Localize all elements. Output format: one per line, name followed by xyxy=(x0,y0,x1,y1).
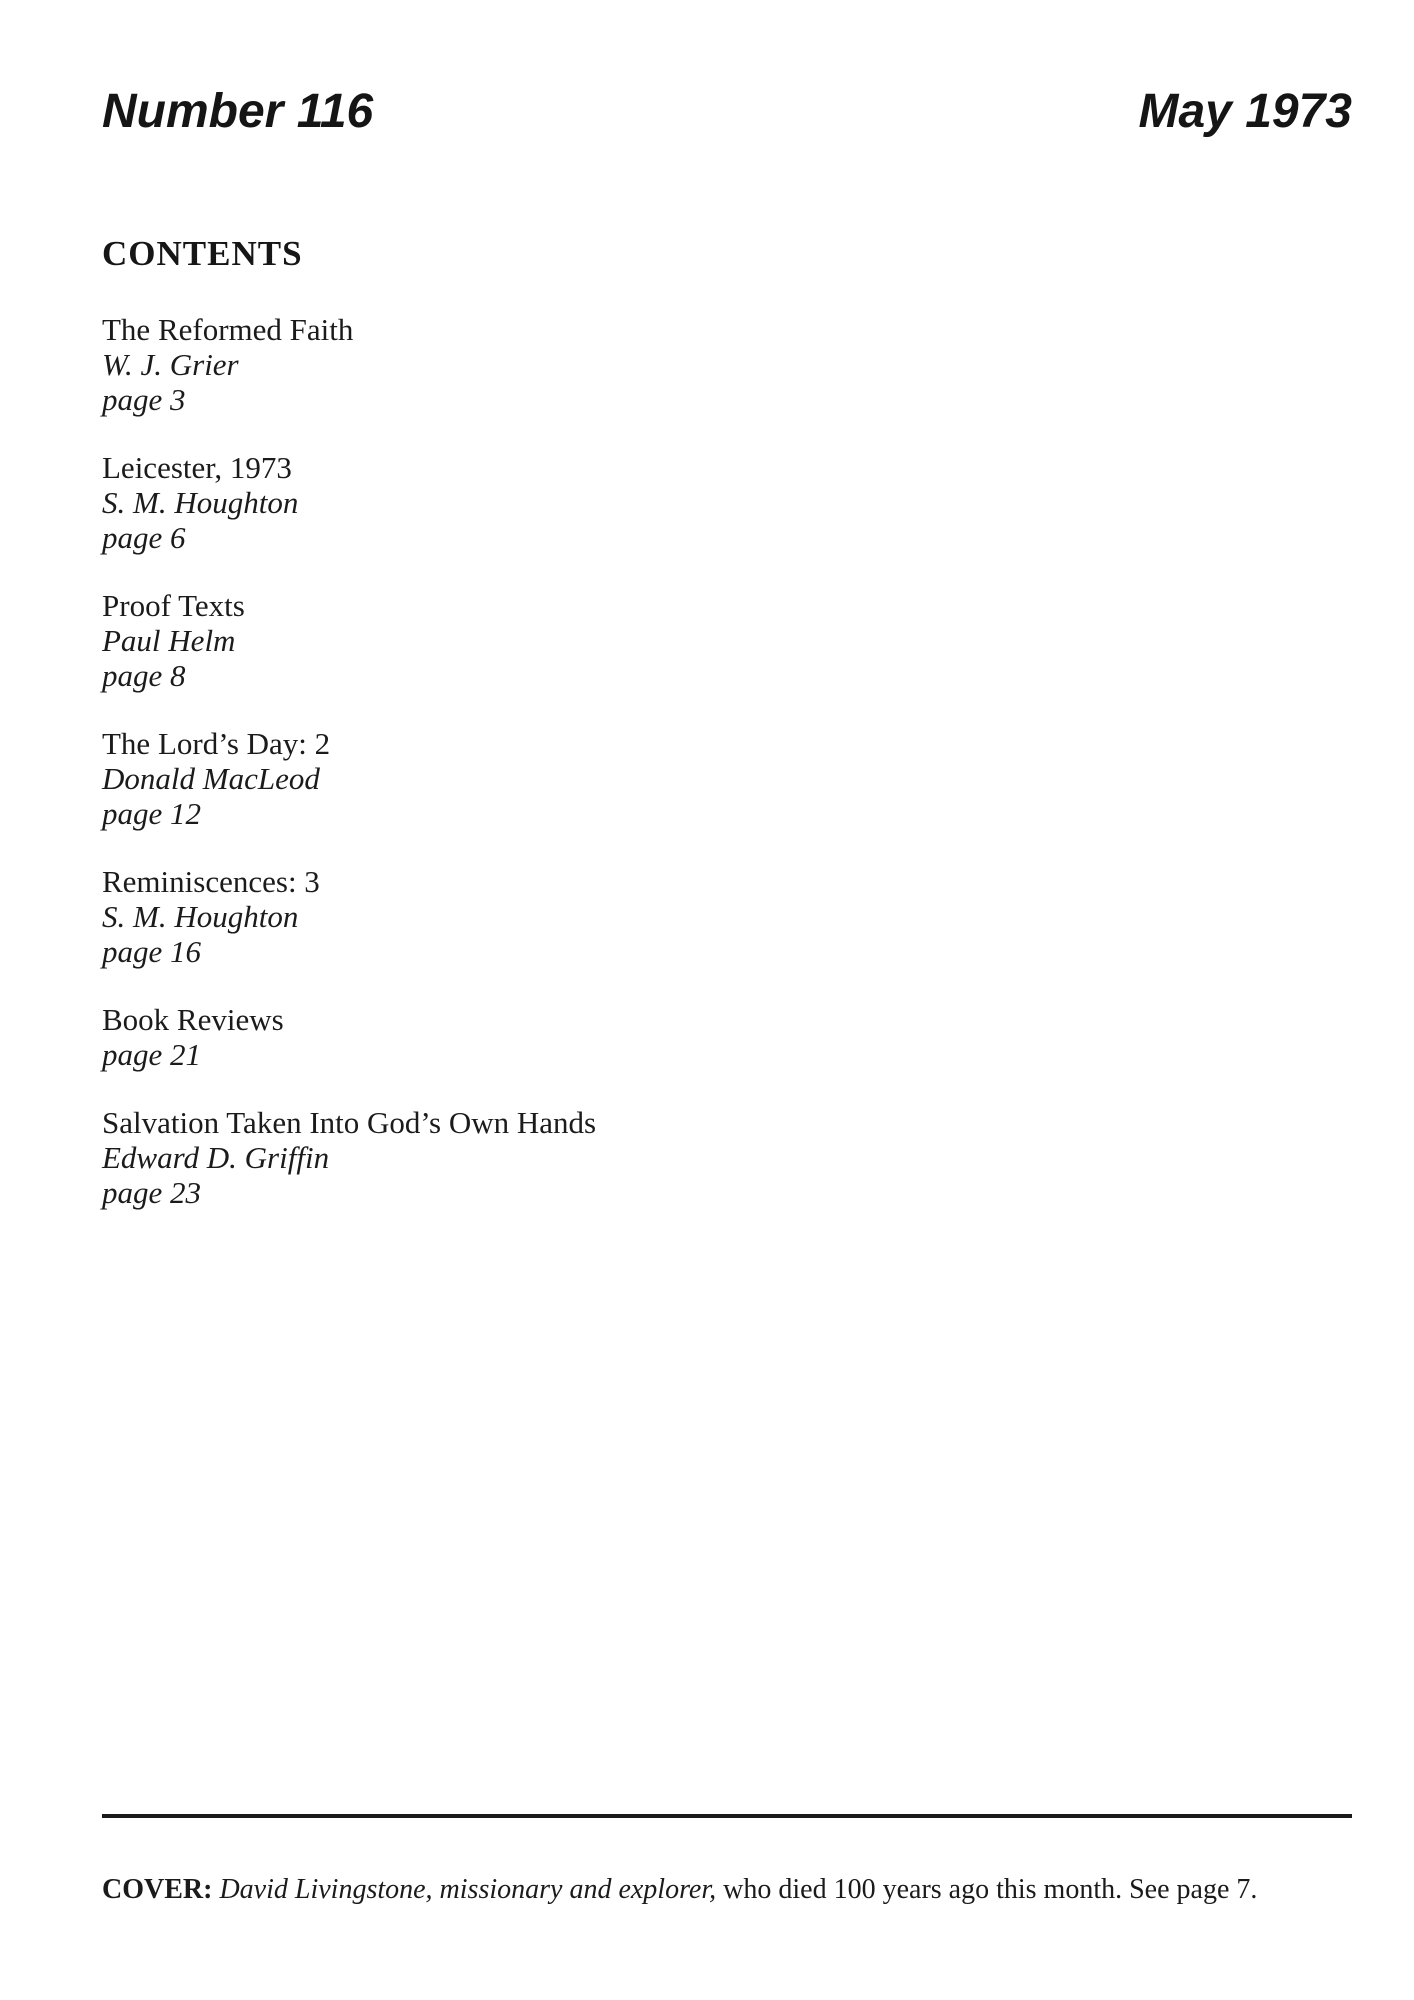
issue-date: May 1973 xyxy=(1138,85,1352,138)
entry-page: page 3 xyxy=(102,382,186,417)
entry-author: S. M. Houghton xyxy=(102,485,299,520)
entry-title: Book Reviews xyxy=(102,1002,284,1037)
contents-entry xyxy=(102,1002,1414,1072)
issue-number: Number 116 xyxy=(102,85,374,138)
cover-note xyxy=(102,1873,1352,1907)
entry-title: The Lord’s Day: 2 xyxy=(102,726,331,761)
entry-page: page 21 xyxy=(102,1037,202,1072)
masthead xyxy=(102,85,1352,138)
cover-label: COVER: xyxy=(102,1874,213,1905)
entry-page: page 16 xyxy=(102,934,202,969)
contents-entry xyxy=(102,450,1414,555)
entry-page: page 12 xyxy=(102,796,202,831)
entry-title: The Reformed Faith xyxy=(102,312,354,347)
entry-author: Edward D. Griffin xyxy=(102,1140,330,1175)
entry-page: page 23 xyxy=(102,1175,202,1210)
entry-page: page 8 xyxy=(102,658,186,693)
entry-title: Leicester, 1973 xyxy=(102,450,292,485)
entry-title: Proof Texts xyxy=(102,588,245,623)
cover-description-italic: David Livingstone, missionary and explorer, xyxy=(219,1874,717,1905)
entry-author: W. J. Grier xyxy=(102,347,239,382)
entry-title: Reminiscences: 3 xyxy=(102,864,320,899)
contents-heading: CONTENTS xyxy=(102,234,303,273)
entry-author: S. M. Houghton xyxy=(102,899,299,934)
cover-description: who died 100 years ago this month. See page 7. xyxy=(723,1874,1258,1905)
entry-author: Donald MacLeod xyxy=(102,761,320,796)
contents-entry xyxy=(102,1105,1414,1210)
contents-entry xyxy=(102,312,1414,417)
contents-entry xyxy=(102,864,1414,969)
entry-title: Salvation Taken Into God’s Own Hands xyxy=(102,1105,597,1140)
divider-rule xyxy=(102,1814,1352,1818)
contents-list xyxy=(102,312,1414,1210)
entry-author: Paul Helm xyxy=(102,623,236,658)
entry-page: page 6 xyxy=(102,520,186,555)
contents-entry xyxy=(102,588,1414,693)
contents-entry xyxy=(102,726,1414,831)
